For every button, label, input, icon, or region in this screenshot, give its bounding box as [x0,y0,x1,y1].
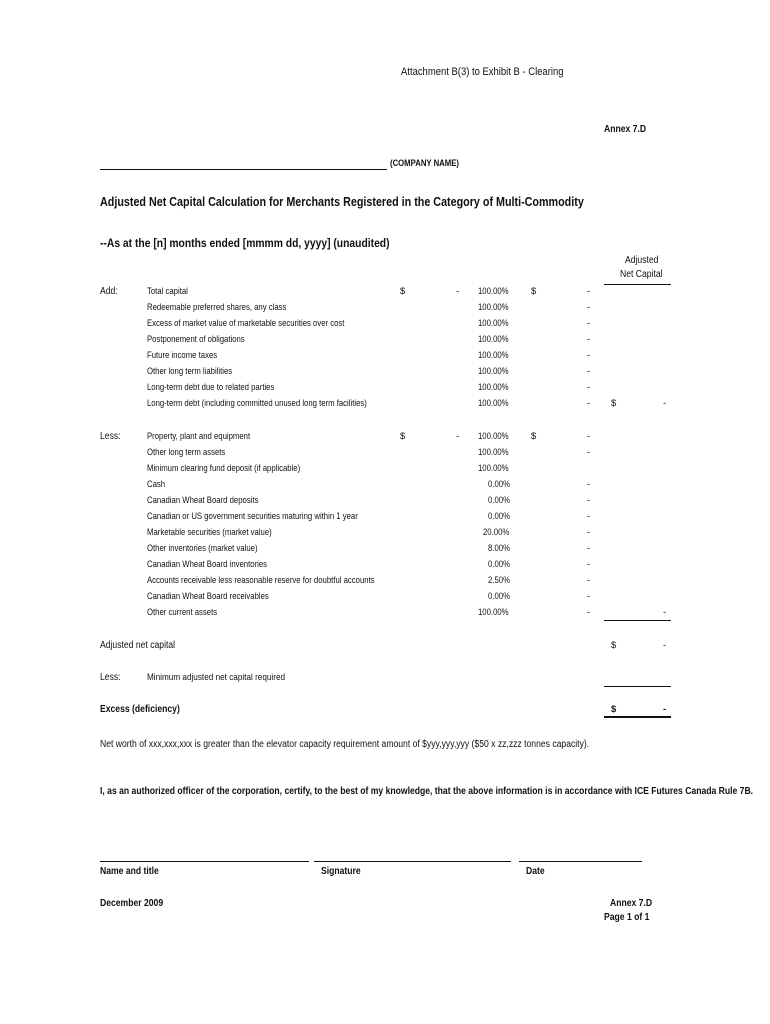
adjusted-value: - [587,527,591,538]
row-description: Other long term liabilities [147,366,233,376]
page-title: Adjusted Net Capital Calculation for Merchants Registered in the Category of Multi-Commodity [100,195,584,209]
minimum-description: Minimum adjusted net capital required [147,672,286,683]
subtotal-underline [604,620,671,621]
dollar-sign: $ [531,286,537,297]
percentage-value: 0.00% [488,495,511,505]
percentage-value: 100.00% [478,366,510,376]
column-header-line2: Net Capital [620,269,663,280]
table-row [0,575,770,589]
adjusted-net-capital-label: Adjusted net capital [100,640,176,651]
subtotal-value: - [663,398,667,409]
percentage-value: 8.00% [488,543,511,553]
adjusted-value: - [587,366,591,377]
adjusted-value: - [587,575,591,586]
footer-annex: Annex 7.D [610,898,653,909]
row-description: Redeemable preferred shares, any class [147,302,287,312]
adjusted-value: - [587,591,591,602]
percentage-value: 100.00% [478,318,510,328]
adjusted-value: - [587,302,591,313]
table-row [0,350,770,364]
percentage-value: 0.00% [488,591,511,601]
adjusted-value: - [587,398,591,409]
percentage-value: 20.00% [483,527,510,537]
row-description: Total capital [147,286,188,296]
row-description: Property, plant and equipment [147,431,251,441]
certification-statement: I, as an authorized officer of the corporation, certify, to the best of my knowledge, that the above information is in accordance with ICE Futures Canada Rule 7B. [100,786,754,797]
percentage-value: 100.00% [478,382,510,392]
amount-value: - [456,431,460,442]
dollar-sign: $ [611,704,617,715]
row-description: Long-term debt (including committed unused long term facilities) [147,398,367,408]
adjusted-net-capital-value: - [663,640,667,651]
row-description: Other inventories (market value) [147,543,258,553]
dollar-sign: $ [400,431,406,442]
subtotal-value: - [663,607,667,618]
dollar-sign: $ [611,640,617,651]
row-description: Canadian Wheat Board inventories [147,559,268,569]
table-row [0,398,770,412]
adjusted-value: - [587,334,591,345]
percentage-value: 100.00% [478,398,510,408]
company-name-label: (COMPANY NAME) [390,158,459,168]
minimum-underline [604,686,671,687]
excess-label: Excess (deficiency) [100,704,180,715]
period-heading: --As at the [n] months ended [mmmm dd, yyyy] (unaudited) [100,236,390,250]
adjusted-value: - [587,607,591,618]
minimum-less-label: Less: [100,672,121,683]
percentage-value: 2.50% [488,575,511,585]
less-section-label: Less: [100,431,121,442]
adjusted-value: - [587,382,591,393]
footer-date: December 2009 [100,898,164,909]
row-description: Canadian Wheat Board deposits [147,495,259,505]
percentage-value: 100.00% [478,607,510,617]
column-header-line1: Adjusted [625,255,659,266]
table-row [0,463,770,477]
table-row [0,559,770,573]
table-row [0,495,770,509]
table-row [0,511,770,525]
adjusted-value: - [587,318,591,329]
table-row [0,302,770,316]
row-description: Accounts receivable less reasonable reserve for doubtful accounts [147,575,375,585]
table-row [0,543,770,557]
name-title-label: Name and title [100,866,159,877]
row-description: Cash [147,479,166,489]
date-label: Date [526,866,545,877]
row-description: Other current assets [147,607,218,617]
percentage-value: 100.00% [478,350,510,360]
adjusted-value: - [587,495,591,506]
attachment-heading: Attachment B(3) to Exhibit B - Clearing [401,66,564,78]
percentage-value: 100.00% [478,302,510,312]
percentage-value: 100.00% [478,431,510,441]
signature-label: Signature [321,866,361,877]
percentage-value: 100.00% [478,447,510,457]
annex-label-top: Annex 7.D [604,124,647,135]
row-description: Marketable securities (market value) [147,527,272,537]
row-description: Postponement of obligations [147,334,245,344]
dollar-sign: $ [531,431,537,442]
table-row [0,591,770,605]
add-section-label: Add: [100,286,118,297]
adjusted-value: - [587,511,591,522]
adjusted-value: - [587,479,591,490]
adjusted-value: - [587,559,591,570]
column-header-underline [604,284,671,285]
table-row [0,382,770,396]
adjusted-value: - [587,350,591,361]
percentage-value: 0.00% [488,559,511,569]
table-row [0,607,770,621]
table-row [0,366,770,380]
company-name-line [100,169,387,170]
net-worth-note: Net worth of xxx,xxx,xxx is greater than the elevator capacity requirement amount of $yyy,yyy,yyy ($50 x zz,zzz tonnes capacity). [100,739,590,750]
footer-page-number: Page 1 of 1 [604,912,650,923]
table-row [0,431,770,445]
table-row [0,447,770,461]
adjusted-value: - [587,431,591,442]
excess-value: - [663,704,667,715]
percentage-value: 100.00% [478,463,510,473]
row-description: Excess of market value of marketable securities over cost [147,318,345,328]
table-row [0,334,770,348]
dollar-sign: $ [611,398,617,409]
percentage-value: 0.00% [488,511,511,521]
row-description: Canadian or US government securities maturing within 1 year [147,511,358,521]
adjusted-value: - [587,286,591,297]
dollar-sign: $ [400,286,406,297]
date-line [519,861,642,862]
table-row [0,527,770,541]
row-description: Minimum clearing fund deposit (if applicable) [147,463,301,473]
table-row [0,479,770,493]
excess-double-underline [604,716,671,718]
row-description: Long-term debt due to related parties [147,382,275,392]
adjusted-value: - [587,447,591,458]
signature-line [314,861,511,862]
row-description: Canadian Wheat Board receivables [147,591,269,601]
row-description: Future income taxes [147,350,218,360]
amount-value: - [456,286,460,297]
percentage-value: 0.00% [488,479,511,489]
adjusted-value: - [587,543,591,554]
percentage-value: 100.00% [478,334,510,344]
row-description: Other long term assets [147,447,226,457]
percentage-value: 100.00% [478,286,510,296]
table-row [0,318,770,332]
table-row [0,286,770,300]
name-title-line [100,861,309,862]
